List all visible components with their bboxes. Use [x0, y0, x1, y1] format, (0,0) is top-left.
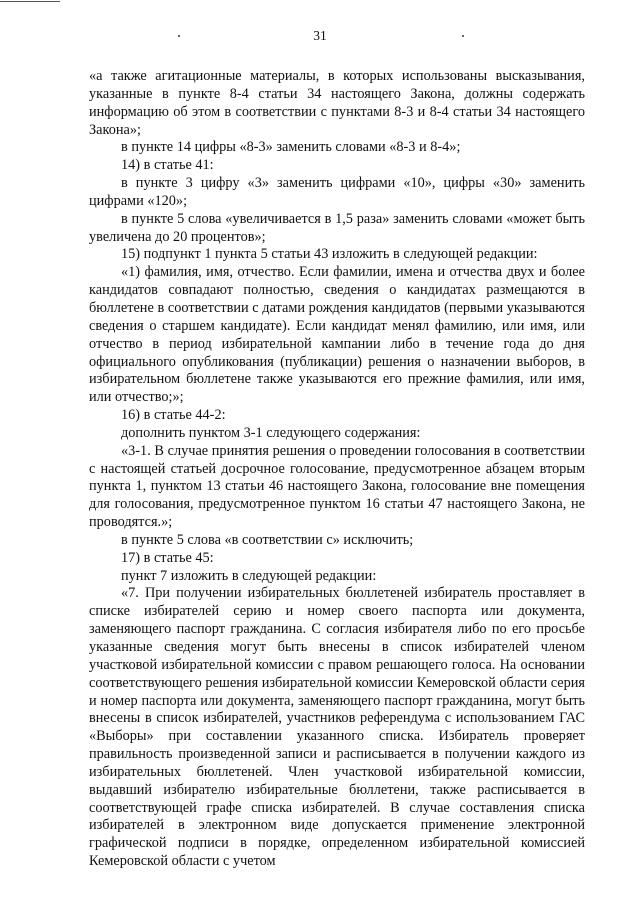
paragraph: в пункте 3 цифру «3» заменить цифрами «10», цифры «30» заменить цифрами «120»; [89, 175, 585, 209]
paragraph: «1) фамилия, имя, отчество. Если фамилии, имена и отчества двух и более кандидатов совпадают полностью, сведения о кандидатах размещаются в бюллетене в соответствии с датами рождения кандидатов (первыми указываются сведения о старшем кандидате). Если кандидат менял фамилию, или имя, или отчество в период избирательной кампании либо в течение года до дня официального опубликования (публикации) решения о назначении выборов, в избирательном бюллетене также указываются его прежние фамилия, или имя, или отчество;»; [89, 264, 585, 406]
paragraph: 15) подпункт 1 пункта 5 статьи 43 изложить в следующей редакции: [121, 246, 538, 263]
paragraph: «3-1. В случае принятия решения о проведении голосования в соответствии с настоящей статьей досрочное голосование, предусмотренное абзацем вторым пункта 1, пунктом 13 статьи 46 настоящего Закона, голосование вне помещения для голосования, предусмотренное пунктом 16 статьи 47 настоящего Закона, не проводятся.»; [89, 442, 585, 531]
paragraph: в пункте 14 цифры «8-3» заменить словами «8-3 и 8-4»; [121, 139, 461, 156]
paragraph: «а также агитационные материалы, в которых использованы высказывания, указанные в пункте 8-4 статьи 34 настоящего Закона, должны содержать информацию об этом в соответствии с пунктами 8-3 и 8-4 статьи 34 настоящего Закона»; [89, 68, 585, 138]
paragraph: 16) в статье 44-2: [121, 407, 226, 424]
paragraph: в пункте 5 слова «в соответствии с» исключить; [121, 531, 414, 548]
document-body [89, 68, 585, 871]
paragraph: 17) в статье 45: [121, 549, 214, 566]
scan-edge-line [0, 1, 60, 2]
paragraph: 14) в статье 41: [121, 157, 214, 174]
paragraph: в пункте 5 слова «увеличивается в 1,5 раза» заменить словами «может быть увеличена до 20 процентов»; [89, 210, 585, 245]
paragraph: дополнить пунктом 3-1 следующего содержания: [121, 424, 421, 441]
paragraph: «7. При получении избирательных бюллетеней избиратель проставляет в списке избирателей серию и номер своего паспорта или документа, заменяющего паспорт гражданина. С согласия избирателя либо по его просьбе указанные сведения могут быть внесены в список избирателей членом участковой избирательной комиссии с правом решающего голоса. На основании соответствующего решения избирательной комиссии Кемеровской области серия и номер паспорта или документа, заменяющего паспорт гражданина, могут быть внесены в список избирателей, участников референдума с использованием ГАС «Выборы» при составлении указанного списка. Избиратель проверяет правильность произведенной записи и расписывается в получении каждого из избирательных бюллетеней. Член участковой избирательной комиссии, выдавший избирателю избирательные бюллетени, также расписывается в соответствующей графе списка избирателей. В случае составления списка избирателей в электронном виде допускается применение электронной графической подписи в порядке, определенном избирательной комиссией Кемеровской области с учетом [89, 585, 585, 870]
paragraph: пункт 7 изложить в следующей редакции: [121, 567, 377, 584]
page-number: 31 [313, 28, 327, 43]
